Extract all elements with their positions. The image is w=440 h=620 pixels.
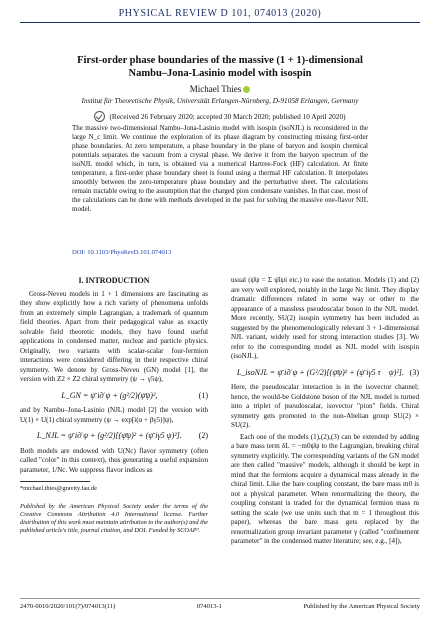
abstract: The massive two-dimensional Nambu–Jona-Lasinio model with isospin (isoNJL) is reconsidered in the large N_c limit. We continue the exploration of its phase diagram by constructing missing first-order phase boundaries. At zero temperature, a phase boundary in the plane of baryon and isospin chemical potentials separates the vacuum from a crystal phase. We derive it from the baryon spectrum of the isoNJL model which, in turn, is obtained via a numerical Hartree-Fock (HF) calculation. At finite temperature, a first-order phase boundary sheet is found using a thermal HF calculation. It interpolates smoothly between the zero-temperature phase boundary and the perturbative sheet. The calculations remain tractable owing to the assumption that the charged pion condensate vanishes. In that case, most of the calculations can be done with methods developed in the past for solving the massive one-flavor NJL model.	[72, 124, 368, 213]
intro-paragraph-2: and by Nambu–Jona-Lasinio (NJL) model [2] the version with U(1) × U(1) chiral symmetry (ψ → exp[i(α + βγ5)]ψ),	[20, 406, 208, 424]
license-notice: Published by the American Physical Society under the terms of the Creative Commons Attribution 4.0 International license. Further distribution of this work must maintain attribution to the author(s) and the published article's title, journal citation, and DOI. Funded by SCOAP³.	[20, 503, 208, 534]
check-for-updates-icon[interactable]	[94, 111, 105, 122]
author-line	[0, 84, 440, 94]
section-heading: I. INTRODUCTION	[78, 276, 150, 285]
equation-number: (1)	[198, 390, 208, 400]
affiliation: Institut für Theoretische Physik, Universität Erlangen-Nürnberg, D-91058 Erlangen, Germany	[81, 96, 359, 105]
footer-issn: 2470-0010/2020/101(7)/074013(11)	[20, 603, 116, 610]
intro-paragraph-5: Here, the pseudoscalar interaction is in the isovector channel; hence, the would-be Goldstone boson of the NJL model is turned into a triplet of pseudoscalar, isovector "pion" fields. Chiral symmetry gets promoted to the non-Abelian group SU(2) × SU(2).	[231, 383, 419, 429]
footer-rule	[20, 598, 420, 599]
equation-number: (3)	[409, 367, 419, 377]
author-name[interactable]: Michael Thies	[189, 84, 242, 94]
page-footer	[20, 603, 420, 610]
intro-paragraph-6: Each one of the models (1),(2),(3) can be extended by adding a bare mass term δL = −m0ψ̄ψ to the Lagrangian, breaking chiral symmetry explicitly. The corresponding variants of the GN model are then called "massive" models, although it should be kept in mind that the fermions acquire a dynamical mass already in the chiral limit. Like the bare coupling constant, the bare mass m0 is not a physical parameter. When renormalizing the theory, the coupling constant is traded for the dynamical fermion mass m setting the scale (we use units such that m = 1 throughout this paper), whereas the bare mass gets replaced by the renormalization group invariant parameter γ (called "confinement parameter" in the condensed matter literature; see, e.g., [4]),	[231, 432, 419, 545]
header-rule	[20, 22, 420, 23]
page-number: 074013-1	[196, 603, 222, 610]
equation-body: L_GN = ψ̄ i∂̸ ψ + (g²/2)(ψ̄ψ)²,	[61, 390, 158, 400]
received-line	[40, 112, 400, 123]
equation-2	[20, 431, 208, 441]
equation-body: L_isoNJL = ψ̄ i∂̸ ψ + (G²/2)[(ψ̄ψ)² + (ψ̄ iγ5 τ⃗ ψ)²].	[236, 367, 404, 377]
intro-paragraph-3: Both models are endowed with U(Nc) flavor symmetry (often called "color" in this context), thus generating a useful expansion parameter, 1/Nc. We suppress flavor indices as	[20, 446, 208, 474]
footer-publisher: Published by the American Physical Society	[303, 603, 420, 610]
left-column	[20, 276, 208, 535]
equation-number: (2)	[198, 431, 208, 440]
intro-paragraph-1: Gross-Neveu models in 1 + 1 dimensions are fascinating as they show explicitly how a rich variety of phenomena unfolds from an extremely simple Lagrangian, a trademark of quantum field theories. Apart from their pedagogical value as exactly solvable field theoretic models, they have found useful applications in condensed matter, nuclear and particle physics. Originally, two variants with scalar-scalar four-fermion interactions were considered differing in their respective chiral symmetry. We denote by Gross-Neveu (GN) model [1], the version with Z2 × Z2 chiral symmetry (ψ → γ5ψ),	[20, 289, 208, 383]
equation-body: L_NJL = ψ̄ i∂̸ ψ + (g²/2)[(ψ̄ψ)² + (ψ̄ iγ5 ψ)²].	[36, 431, 182, 440]
equation-3	[231, 368, 419, 378]
equation-1	[20, 391, 208, 401]
doi-link[interactable]: DOI: 10.1103/PhysRevD.101.074013	[72, 249, 172, 256]
received-dates: (Received 26 February 2020; accepted 30 March 2020; published 10 April 2020)	[109, 112, 346, 122]
doi-line	[72, 249, 368, 256]
intro-paragraph-4: usual (ψ̄ψ = Σ ψ̄iψi etc.) to ease the notation. Models (1) and (2) are very well explored, notably in the large Nc limit. They display dramatic differences related in some way or other to the appearance of a massless pseudoscalar boson in the NJL model. More recently, SU(2) isospin symmetry has been included as suggested by the phenomenologically relevant 3 + 1-dimensional NJL variant, widely used for strong interaction studies [3]. We refer to the corresponding model as NJL model with isospin (isoNJL),	[231, 276, 419, 360]
paper-title: First-order phase boundaries of the massive (1 + 1)-dimensional Nambu–Jona-Lasinio model with isospin	[77, 55, 363, 79]
orcid-icon[interactable]	[243, 86, 250, 93]
author-email-footnote[interactable]: *michael.thies@gravity.fau.de	[20, 485, 97, 492]
journal-header: PHYSICAL REVIEW D 101, 074013 (2020)	[118, 8, 322, 19]
footnote-rule	[20, 481, 90, 482]
right-column	[231, 276, 419, 549]
